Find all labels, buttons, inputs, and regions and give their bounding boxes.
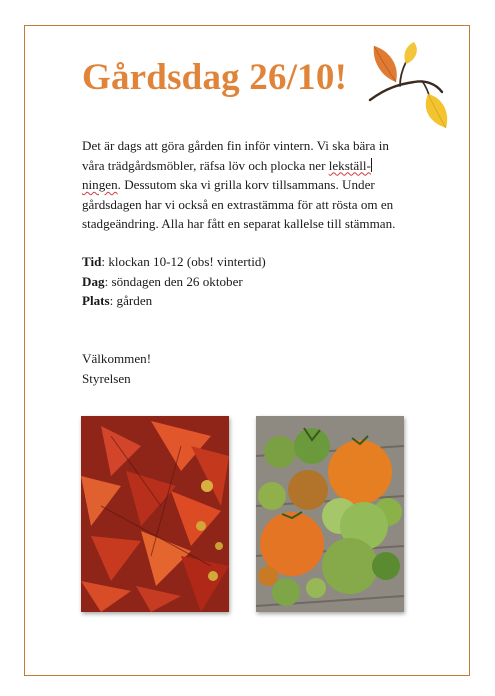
signature: Styrelsen [82, 370, 131, 386]
place-value: : gården [109, 293, 153, 308]
intro-paragraph [82, 136, 432, 234]
garden-tomatoes-photo [256, 416, 404, 612]
time-value: : klockan 10-12 (obs! vintertid) [101, 254, 266, 269]
closing [82, 349, 151, 388]
time-line [82, 252, 266, 272]
autumn-leaves-branch-icon [366, 42, 450, 132]
event-details [82, 252, 266, 311]
place-label: Plats [82, 293, 110, 308]
welcome-text: Välkommen! [82, 351, 152, 366]
intro-text: våra trädgårdsmöbler, räfsa löv och plocka ner [82, 157, 329, 173]
intro-text: . Dessutom ska vi grilla korv tillsammans. Under [117, 177, 375, 192]
intro-line [82, 175, 432, 195]
page-title: Gårdsdag 26/10! [82, 57, 348, 98]
intro-line: Det är dags att göra gården fin inför vintern. Vi ska bära in [82, 138, 389, 153]
day-value: : söndagen den 26 oktober [104, 273, 243, 289]
spellcheck-word: ningen [82, 177, 118, 192]
day-label: Dag [82, 273, 105, 289]
place-line [82, 291, 266, 311]
intro-line: gårdsdagen har vi också en extrastämma för att rösta om en [82, 196, 394, 212]
spellcheck-word: lekställ- [328, 157, 371, 173]
intro-line: stadgeändring. Alla har fått en separat kallelse till stämman. [82, 216, 396, 231]
intro-line [82, 156, 432, 176]
red-autumn-leaves-photo [81, 416, 229, 612]
text-cursor [371, 158, 372, 172]
day-line [82, 272, 266, 292]
time-label: Tid [82, 254, 102, 269]
